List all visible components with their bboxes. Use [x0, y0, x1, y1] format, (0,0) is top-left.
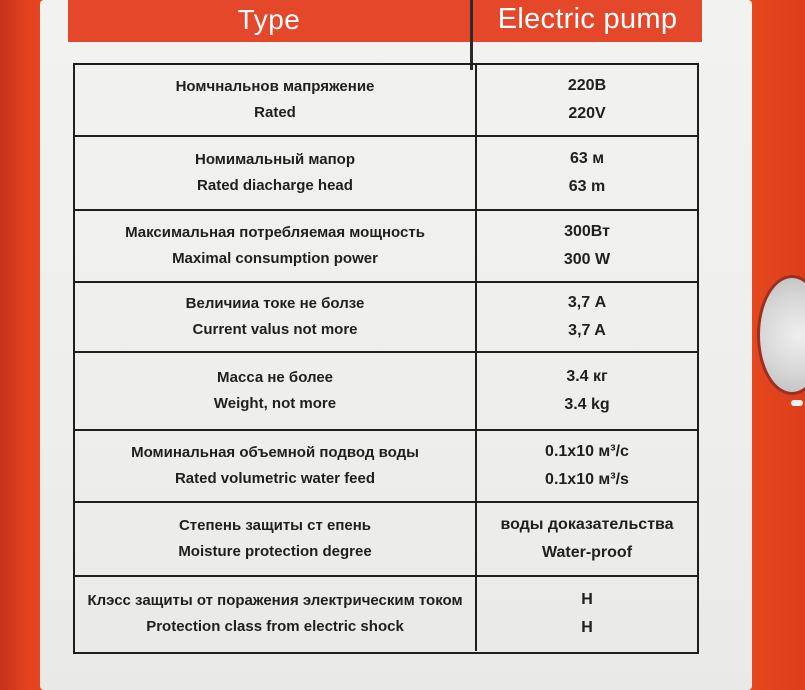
- spec-value: [477, 431, 697, 501]
- spec-row-power: [75, 211, 697, 283]
- spec-value: [477, 503, 697, 575]
- spec-param: [75, 211, 477, 281]
- spec-row-rated-voltage: [75, 65, 697, 137]
- spec-param: [75, 283, 477, 351]
- spec-value-en: 0.1x10 м³/s: [545, 471, 629, 488]
- spec-value-ru: H: [581, 591, 593, 608]
- spec-value-ru: 3,7 А: [567, 294, 607, 311]
- spec-value-en: 3.4 kg: [564, 396, 610, 413]
- spec-param: [75, 431, 477, 501]
- header-divider: [470, 0, 473, 70]
- spec-value-en: H: [581, 619, 593, 636]
- spec-param: [75, 577, 477, 651]
- spec-value: [477, 283, 697, 351]
- spec-param-ru: Клэсс защиты от поражения электрическим током: [87, 592, 463, 609]
- spec-param-ru: Номчнальнов мапряжение: [175, 78, 375, 95]
- spec-value: [477, 137, 697, 209]
- spec-param-en: Moisture protection degree: [178, 543, 372, 560]
- spec-param: [75, 503, 477, 575]
- spec-param-en: Protection class from electric shock: [146, 618, 404, 635]
- spec-value-ru: 0.1x10 м³/с: [545, 443, 629, 460]
- spec-row-water-feed: [75, 431, 697, 503]
- spec-row-discharge-head: [75, 137, 697, 211]
- spec-row-weight: [75, 353, 697, 431]
- spec-param-en: Rated diacharge head: [197, 177, 353, 194]
- spec-param: [75, 353, 477, 429]
- spec-value-ru: 3.4 кг: [566, 368, 608, 385]
- spec-value-en: 3,7 A: [568, 322, 606, 339]
- spec-param-ru: Максимальная потребляемая мощность: [125, 224, 425, 241]
- spec-value-en: 220V: [568, 105, 606, 122]
- spec-param-en: Weight, not more: [213, 395, 337, 412]
- spec-value-en: Water-proof: [541, 544, 633, 561]
- spec-param-ru: Моминальная объемной подвод воды: [131, 444, 419, 461]
- spec-value: [477, 211, 697, 281]
- spec-param-ru: Масса не более: [216, 369, 334, 386]
- spec-param-en: Rated: [254, 104, 296, 121]
- spec-value-ru: 220В: [567, 77, 607, 94]
- spec-param-ru: Степень защиты ст епень: [178, 517, 372, 534]
- spec-value-ru: 63 м: [569, 150, 605, 167]
- spec-row-current: [75, 283, 697, 353]
- spec-value-en: 63 m: [568, 178, 606, 195]
- box-scuff: [791, 400, 803, 406]
- spec-param-en: Rated volumetric water feed: [174, 470, 376, 487]
- spec-param: [75, 65, 477, 135]
- header-model-label: Electric pump: [497, 3, 678, 35]
- header-type-label: Type: [237, 4, 301, 35]
- spec-param-en: Current valus not more: [192, 321, 358, 338]
- spec-value-en: 300 W: [563, 251, 611, 268]
- spec-param-ru: Величииа токе не болзе: [185, 295, 365, 312]
- spec-param: [75, 137, 477, 209]
- spec-row-moisture-protection: [75, 503, 697, 577]
- spec-param-ru: Номимальный мапор: [195, 151, 355, 168]
- spec-param-en: Maximal consumption power: [172, 250, 378, 267]
- spec-value: [477, 353, 697, 429]
- spec-value: [477, 65, 697, 135]
- spec-table: [73, 63, 699, 654]
- spec-value-ru: 300Вт: [564, 223, 610, 240]
- spec-value: [477, 577, 697, 651]
- spec-value-ru: воды доказательства: [500, 516, 674, 533]
- spec-row-protection-class: [75, 577, 697, 651]
